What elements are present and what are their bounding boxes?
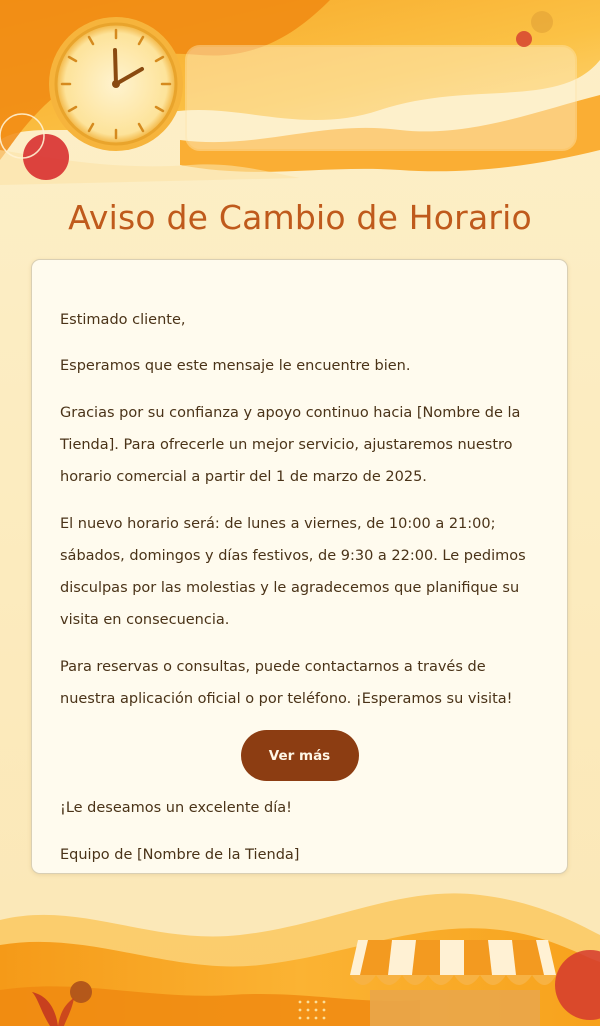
greeting-text: Estimado cliente, xyxy=(60,312,186,328)
paragraph-schedule-change: Gracias por su confianza y apoyo continuo hacia [Nombre de la Tienda]. Para ofrecerle un mejor servicio, ajustaremos nuestro horario comercial a partir del 1 de marzo de 2025. xyxy=(60,405,521,485)
paragraph-new-hours: El nuevo horario será: de lunes a viernes, de 10:00 a 21:00; sábados, domingos y días festivos, de 9:30 a 22:00. Le pedimos disculpas por las molestias y le agradecemos que planifique su visita en consecuencia. xyxy=(60,516,526,628)
clock-icon xyxy=(49,17,183,151)
signature-text: Equipo de [Nombre de la Tienda] xyxy=(60,847,300,863)
page-title: Aviso de Cambio de Horario xyxy=(68,198,532,237)
message-card xyxy=(31,259,568,874)
button-row xyxy=(60,730,539,781)
closing-text: ¡Le deseamos un excelente día! xyxy=(60,800,292,816)
see-more-button[interactable]: Ver más xyxy=(241,730,359,781)
paragraph-contact: Para reservas o consultas, puede contactarnos a través de nuestra aplicación oficial o por teléfono. ¡Esperamos su visita! xyxy=(60,659,513,707)
paragraph-wellwish: Esperamos que este mensaje le encuentre bien. xyxy=(60,358,411,374)
